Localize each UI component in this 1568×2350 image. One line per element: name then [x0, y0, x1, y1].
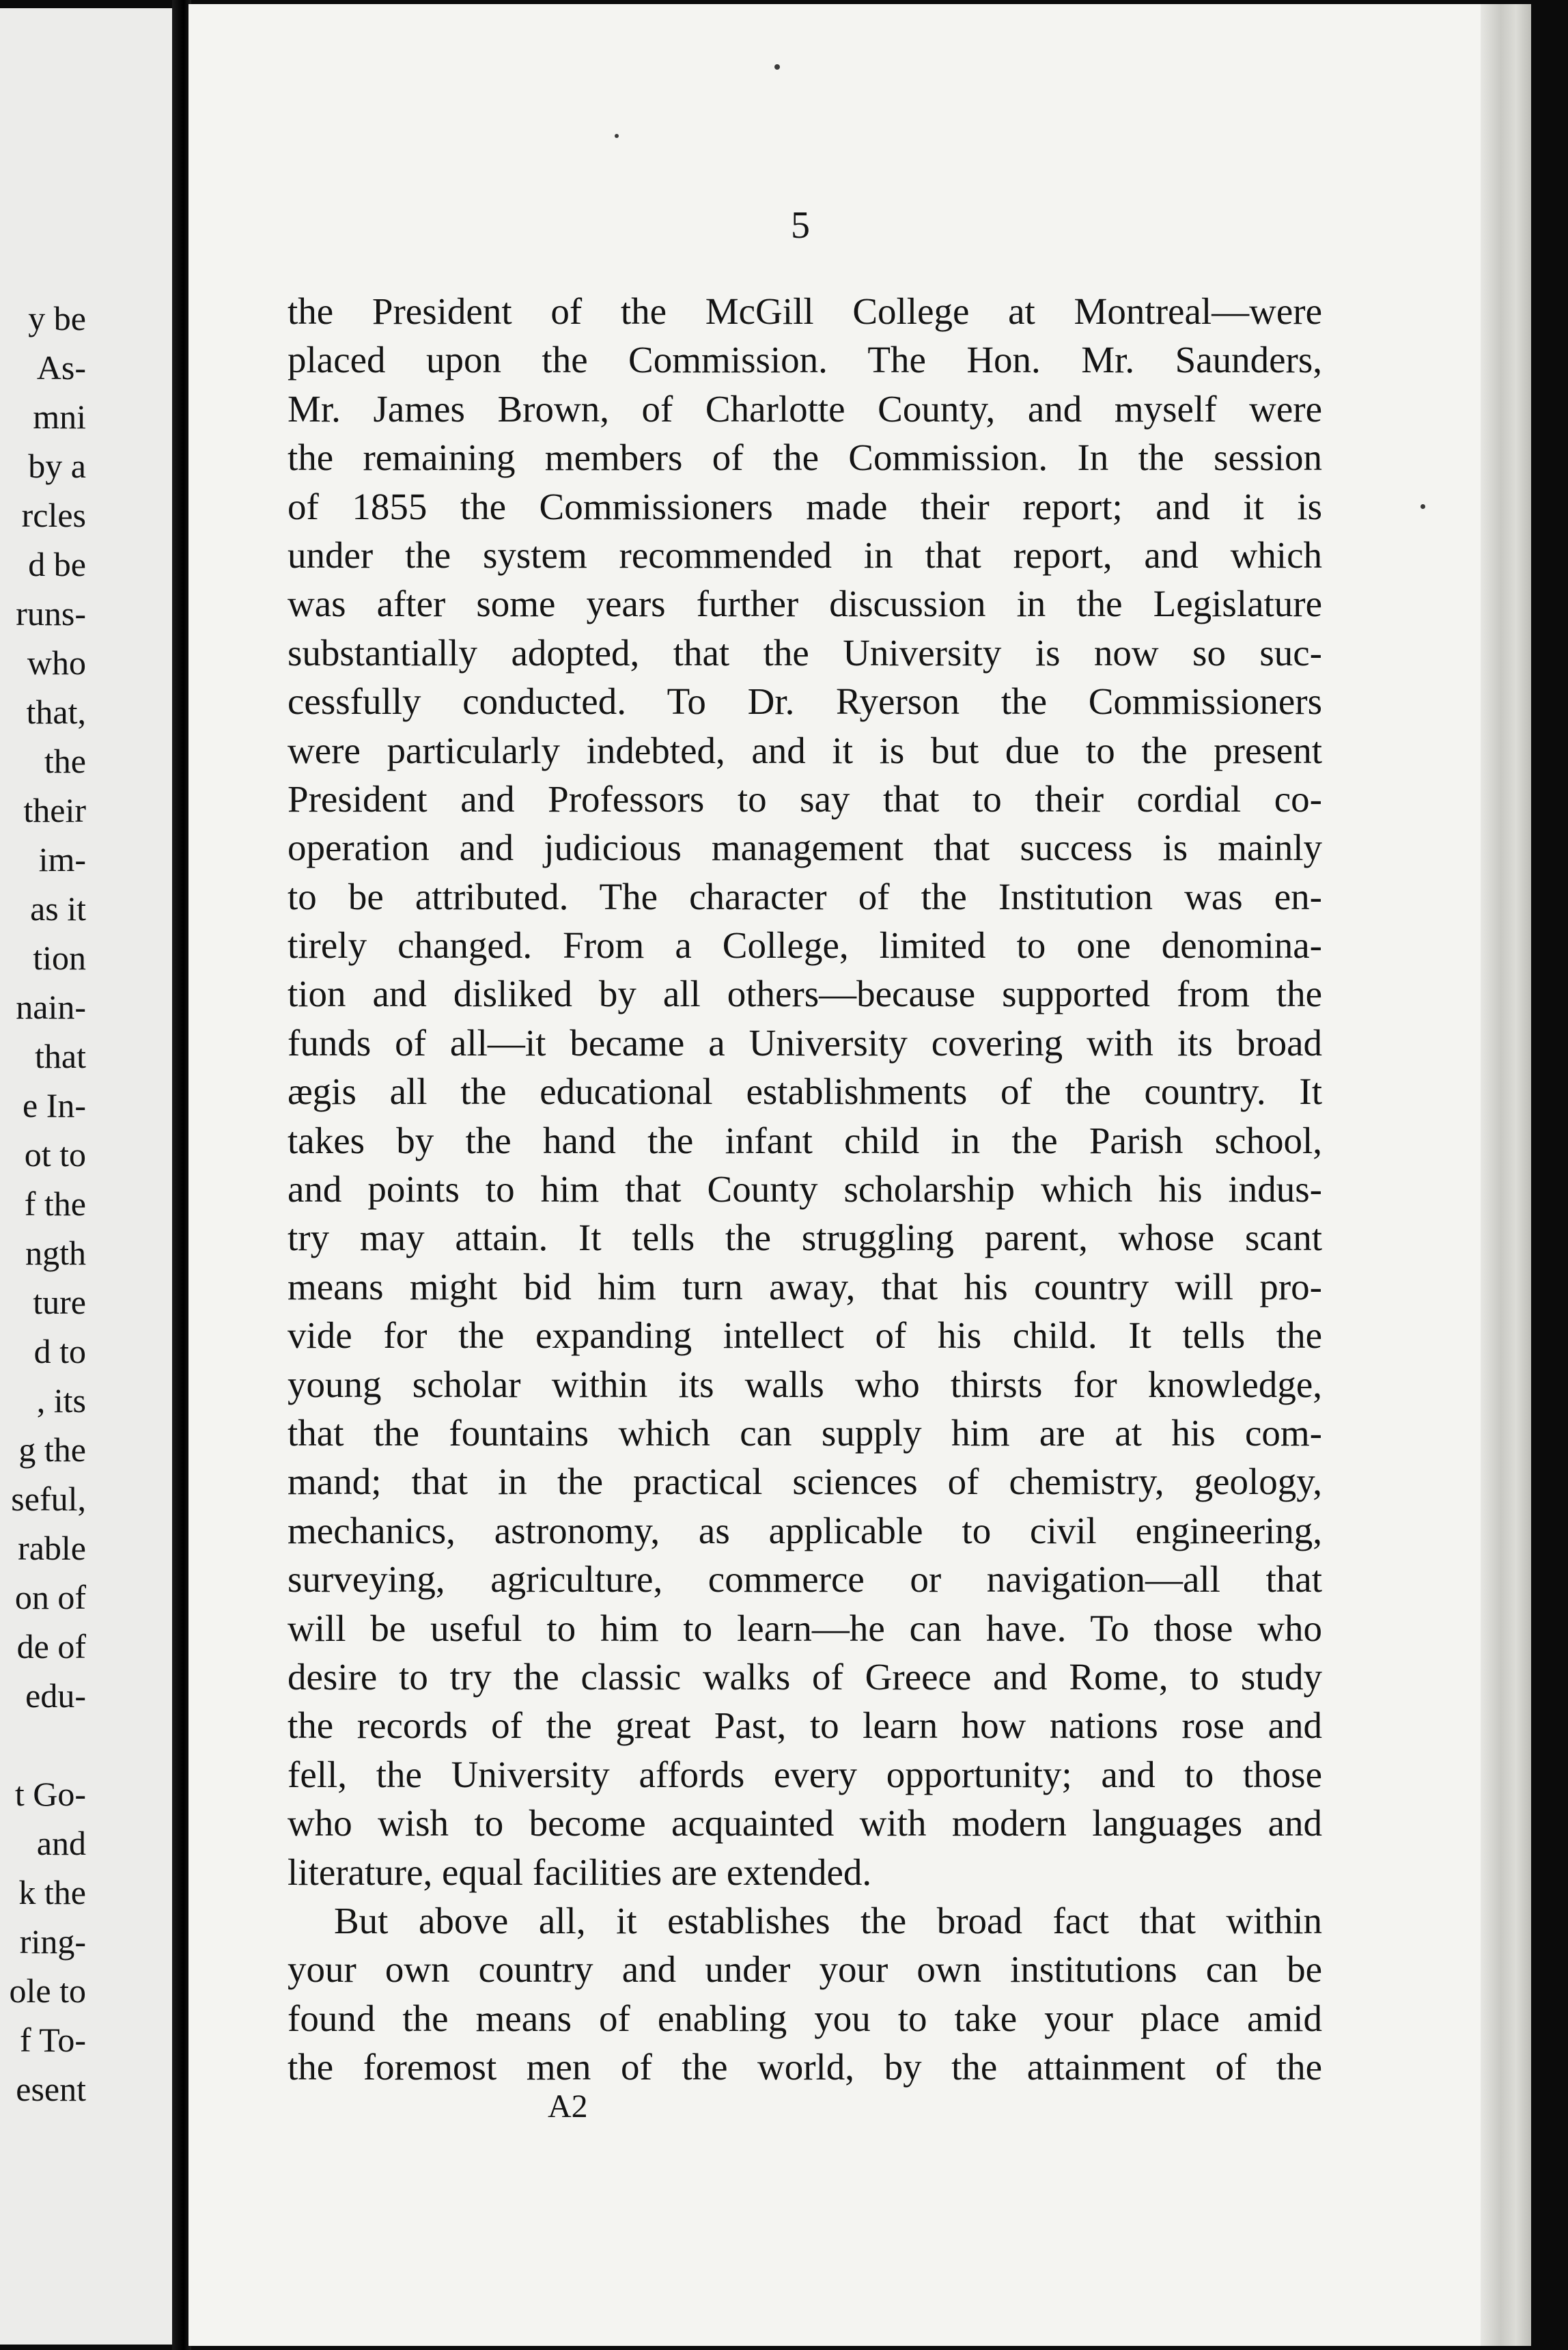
fragment-line: who — [27, 644, 86, 682]
text-line: vide for the expanding intellect of his child. It tells the — [288, 1314, 1322, 1357]
text-line: funds of all—it became a University covering with its broad — [288, 1021, 1322, 1064]
text-line: will be useful to him to learn—he can have. To those who — [288, 1607, 1322, 1649]
text-line: desire to try the classic walks of Greece and Rome, to study — [288, 1655, 1322, 1698]
text-line: to be attributed. The character of the Institution was en- — [288, 875, 1322, 917]
fragment-line: ture — [33, 1283, 86, 1321]
fragment-line: and — [36, 1824, 86, 1862]
fragment-line: e In- — [23, 1086, 86, 1124]
text-line: found the means of enabling you to take your place amid — [288, 1997, 1322, 2039]
text-line: substantially adopted, that the University is now so suc- — [288, 631, 1322, 674]
text-line: who wish to become acquainted with modern languages and — [288, 1802, 1322, 1844]
fragment-line: tion — [33, 939, 86, 977]
text-line: cessfully conducted. To Dr. Ryerson the Commissioners — [288, 680, 1322, 723]
fragment-line: esent — [16, 2070, 86, 2108]
text-line: surveying, agriculture, commerce or navigation—all that — [288, 1558, 1322, 1601]
fragment-line: im- — [38, 840, 86, 879]
text-line: the remaining members of the Commission. In the session — [288, 437, 1322, 479]
fragment-line: k the — [18, 1873, 86, 1911]
page — [188, 4, 1531, 2346]
text-line: try may attain. It tells the struggling parent, whose scant — [288, 1217, 1322, 1259]
fragment-line: on of — [14, 1578, 86, 1616]
text-line: and points to him that County scholarship which his indus- — [288, 1168, 1322, 1211]
text-line: the foremost men of the world, by the attainment of the — [288, 2046, 1322, 2088]
fragment-line: ngth — [25, 1234, 86, 1272]
text-line: tion and disliked by all others—because supported from the — [288, 973, 1322, 1015]
fragment-line: ole to — [9, 1972, 86, 2010]
text-line: was after some years further discussion in the Legislature — [288, 583, 1322, 625]
fragment-line: that, — [26, 693, 86, 731]
fragment-line: y be — [28, 299, 86, 337]
fragment-line: by a — [28, 447, 86, 485]
fragment-line: f the — [24, 1185, 86, 1223]
fragment-line: , its — [36, 1381, 86, 1420]
fragment-line: f To- — [20, 2021, 86, 2059]
fragment-line: g the — [18, 1430, 86, 1469]
text-line: the President of the McGill College at Montreal—were — [288, 290, 1322, 332]
fragment-line: d be — [28, 545, 86, 583]
text-line: ægis all the educational establishments of the country. It — [288, 1070, 1322, 1113]
text-line: means might bid him turn away, that his country will pro- — [288, 1265, 1322, 1308]
text-line: were particularly indebted, and it is but due to the present — [288, 729, 1322, 771]
fragment-line: d to — [33, 1332, 86, 1370]
fragment-line: rable — [18, 1529, 86, 1567]
fragment-line: mni — [33, 398, 86, 436]
fragment-line: their — [23, 791, 86, 829]
fragment-line: seful, — [11, 1480, 86, 1518]
fragment-line: ot to — [24, 1135, 86, 1174]
scan-speck — [1420, 504, 1425, 509]
text-line: that the fountains which can supply him are at his com- — [288, 1411, 1322, 1454]
text-line: fell, the University affords every opportunity; and to those — [288, 1753, 1322, 1795]
fragment-line: t Go- — [14, 1775, 86, 1813]
fragment-line: that — [35, 1037, 86, 1075]
text-line: young scholar within its walls who thirsts for knowledge, — [288, 1363, 1322, 1405]
fragment-line: ring- — [19, 1922, 86, 1961]
fragment-line: as it — [30, 889, 86, 928]
text-line: the records of the great Past, to learn how nations rose and — [288, 1704, 1322, 1747]
text-line: mechanics, astronomy, as applicable to civil engineering, — [288, 1509, 1322, 1551]
fragment-line: runs- — [16, 594, 86, 633]
text-line: under the system recommended in that report, and which — [288, 534, 1322, 576]
text-line: But above all, it establishes the broad fact that within — [334, 1899, 1322, 1941]
fragment-line: nain- — [16, 988, 86, 1026]
text-line: of 1855 the Commissioners made their report; and it is — [288, 485, 1322, 527]
fragment-line: edu- — [25, 1676, 86, 1715]
page-edge-shading — [1481, 4, 1531, 2346]
text-line: takes by the hand the infant child in the Parish school, — [288, 1119, 1322, 1161]
previous-page-fragment — [0, 8, 179, 2345]
text-line: Mr. James Brown, of Charlotte County, and myself were — [288, 387, 1322, 430]
body-text — [288, 287, 1322, 2091]
text-line: tirely changed. From a College, limited to one denomina- — [288, 924, 1322, 967]
page-number: 5 — [791, 204, 810, 247]
scan-speck — [615, 134, 619, 138]
text-line: literature, equal facilities are extended. — [288, 1851, 872, 1893]
scan-speck — [774, 64, 780, 70]
fragment-line: As- — [36, 348, 86, 387]
text-line: placed upon the Commission. The Hon. Mr. Saunders, — [288, 339, 1322, 381]
fragment-line: de of — [16, 1627, 86, 1665]
text-line: your own country and under your own institutions can be — [288, 1948, 1322, 1991]
signature-mark: A2 — [548, 2088, 588, 2125]
text-line: operation and judicious management that success is mainly — [288, 827, 1322, 869]
fragment-line: rcles — [21, 496, 86, 534]
text-line: mand; that in the practical sciences of chemistry, geology, — [288, 1461, 1322, 1503]
text-line: President and Professors to say that to their cordial co- — [288, 777, 1322, 820]
fragment-line: the — [44, 742, 86, 780]
